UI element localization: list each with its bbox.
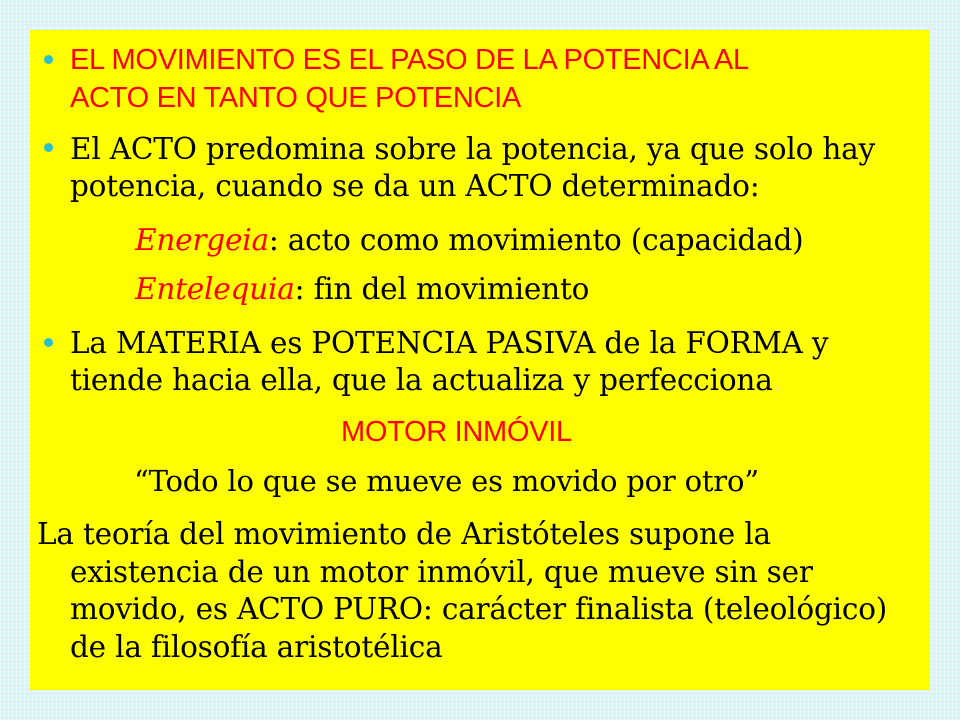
bullet3-line2-text: tiende hacia ella, que la actualiza y perfecciona [70, 363, 773, 397]
bullet-dot-1 [44, 55, 53, 64]
bullet3-trailing-period: . [772, 363, 782, 397]
bullet1-line2: ACTO EN TANTO QUE POTENCIA [70, 82, 521, 114]
energeia-term: Energeia [135, 223, 269, 257]
entelequia-definition: : fin del movimiento [294, 272, 590, 306]
bullet3-line1: La MATERIA es POTENCIA PASIVA de la FORMA y [70, 326, 829, 360]
bullet1-line1: EL MOVIMIENTO ES EL PASO DE LA POTENCIA AL [70, 44, 749, 76]
bullet2-line1: El ACTO predomina sobre la potencia, ya que solo hay [70, 132, 875, 166]
bullet-dot-3 [44, 338, 53, 347]
entelequia-line [135, 271, 589, 308]
quote-line: “Todo lo que se mueve es movido por otro” [134, 464, 759, 498]
energeia-line [135, 222, 803, 259]
energeia-definition: : acto como movimiento (capacidad) [268, 223, 804, 257]
paragraph-line3: movido, es ACTO PURO: carácter finalista (teleológico) [70, 592, 888, 626]
entelequia-term: Entelequia [135, 272, 295, 306]
paragraph-line2: existencia de un motor inmóvil, que mueve sin ser [70, 555, 813, 589]
paragraph-line1: La teoría del movimiento de Aristóteles supone la [37, 517, 771, 551]
bullet-dot-2 [44, 143, 53, 152]
bullet3-line2 [70, 362, 782, 399]
bullet2-line2: potencia, cuando se da un ACTO determinado: [70, 169, 760, 203]
motor-inmovil-heading: MOTOR INMÓVIL [341, 416, 572, 448]
paragraph-line4: de la filosofía aristotélica [70, 630, 443, 664]
